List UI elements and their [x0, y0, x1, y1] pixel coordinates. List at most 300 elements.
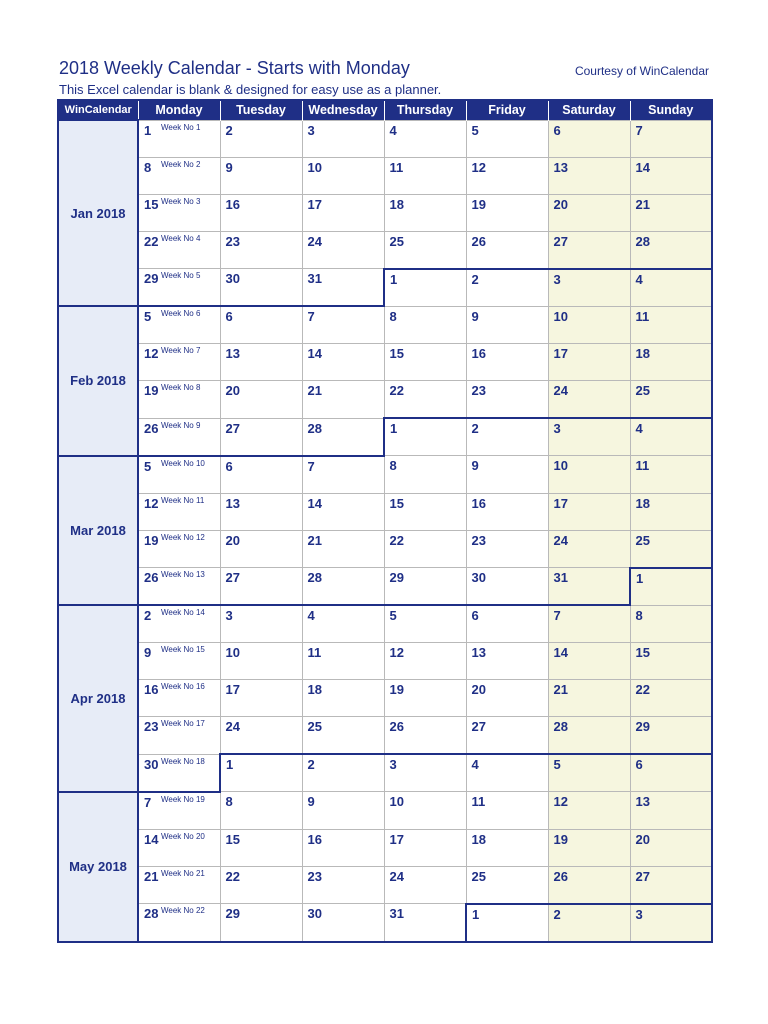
- day-number: 2: [144, 608, 152, 623]
- day-number: 22: [389, 383, 404, 398]
- day-cell[interactable]: [548, 680, 630, 717]
- day-cell-monday[interactable]: [138, 120, 220, 157]
- page-title: 2018 Weekly Calendar - Starts with Monday: [59, 58, 410, 78]
- day-cell[interactable]: [220, 157, 302, 194]
- day-number: 8: [144, 159, 152, 175]
- day-number: 18: [307, 682, 322, 697]
- day-cell[interactable]: [220, 194, 302, 231]
- week-number-label: Week No 18: [161, 756, 205, 766]
- day-number: 19: [553, 831, 568, 847]
- day-number: 14: [553, 645, 568, 660]
- day-cell[interactable]: [302, 418, 384, 456]
- day-cell[interactable]: [302, 231, 384, 269]
- week-number-label: Week No 7: [161, 346, 201, 355]
- day-cell[interactable]: [630, 493, 712, 530]
- day-cell[interactable]: [384, 493, 466, 530]
- day-number: 13: [553, 159, 568, 175]
- day-cell[interactable]: [548, 344, 630, 381]
- day-number: 1: [390, 271, 398, 287]
- day-cell[interactable]: [466, 829, 548, 866]
- day-cell[interactable]: [466, 381, 548, 419]
- day-cell[interactable]: [466, 680, 548, 717]
- day-cell-monday[interactable]: [138, 754, 220, 792]
- day-number: 4: [471, 757, 479, 772]
- day-cell[interactable]: [466, 306, 548, 344]
- day-cell[interactable]: [630, 418, 712, 456]
- day-number: 12: [553, 794, 568, 809]
- day-cell-monday[interactable]: [138, 829, 220, 866]
- day-number: 26: [389, 719, 404, 734]
- day-number: 14: [144, 831, 159, 847]
- day-cell[interactable]: [384, 530, 466, 568]
- day-number: 1: [144, 122, 152, 138]
- day-cell[interactable]: [384, 456, 466, 494]
- day-cell-monday[interactable]: [138, 792, 220, 830]
- day-cell[interactable]: [302, 643, 384, 680]
- month-label: Feb 2018: [58, 306, 138, 456]
- day-cell[interactable]: [384, 231, 466, 269]
- day-number: 11: [307, 645, 322, 660]
- day-cell[interactable]: [384, 717, 466, 755]
- day-number: 5: [471, 122, 479, 138]
- day-cell[interactable]: [630, 231, 712, 269]
- day-cell[interactable]: [548, 306, 630, 344]
- day-cell[interactable]: [302, 904, 384, 942]
- day-cell[interactable]: [384, 269, 466, 307]
- day-cell[interactable]: [548, 418, 630, 456]
- day-cell-monday[interactable]: [138, 568, 220, 606]
- day-number: 27: [553, 233, 568, 249]
- day-number: 21: [307, 532, 322, 548]
- day-cell[interactable]: [220, 120, 302, 157]
- day-cell[interactable]: [548, 381, 630, 419]
- day-cell[interactable]: [302, 120, 384, 157]
- day-cell[interactable]: [220, 456, 302, 494]
- day-number: 1: [226, 757, 234, 772]
- day-cell[interactable]: [466, 754, 548, 792]
- day-number: 23: [144, 719, 159, 734]
- day-cell[interactable]: [466, 157, 548, 194]
- week-row: [58, 829, 712, 866]
- day-number: 14: [307, 346, 322, 361]
- day-cell-monday[interactable]: [138, 269, 220, 307]
- day-number: 10: [225, 645, 240, 660]
- day-cell-monday[interactable]: [138, 456, 220, 494]
- week-number-label: Week No 19: [161, 794, 205, 804]
- header-tuesday: Tuesday: [220, 100, 302, 120]
- day-cell[interactable]: [302, 344, 384, 381]
- day-cell-monday[interactable]: [138, 194, 220, 231]
- day-cell[interactable]: [302, 530, 384, 568]
- day-number: 16: [471, 495, 486, 511]
- week-number-label: Week No 1: [161, 122, 201, 132]
- day-number: 3: [553, 271, 561, 287]
- day-number: 3: [553, 421, 561, 436]
- week-row: [58, 680, 712, 717]
- day-number: 28: [144, 906, 159, 921]
- day-number: 21: [553, 682, 568, 697]
- week-row: [58, 381, 712, 419]
- day-number: 25: [471, 868, 486, 884]
- day-number: 10: [389, 794, 404, 809]
- day-cell-monday[interactable]: [138, 381, 220, 419]
- week-number-label: Week No 17: [161, 719, 205, 728]
- day-number: 30: [144, 756, 159, 772]
- day-cell[interactable]: [220, 866, 302, 904]
- day-cell[interactable]: [630, 605, 712, 643]
- day-cell[interactable]: [384, 866, 466, 904]
- week-row: [58, 344, 712, 381]
- day-cell-monday[interactable]: [138, 306, 220, 344]
- day-cell[interactable]: [384, 194, 466, 231]
- day-cell[interactable]: [302, 792, 384, 830]
- day-number: 6: [471, 608, 479, 623]
- header-monday: Monday: [138, 100, 220, 120]
- day-cell[interactable]: [302, 605, 384, 643]
- day-cell[interactable]: [466, 530, 548, 568]
- day-cell[interactable]: [548, 605, 630, 643]
- day-number: 16: [471, 346, 486, 361]
- day-cell[interactable]: [302, 717, 384, 755]
- day-cell-monday[interactable]: [138, 344, 220, 381]
- day-cell[interactable]: [630, 456, 712, 494]
- week-row: [58, 456, 712, 494]
- day-cell[interactable]: [548, 493, 630, 530]
- day-cell[interactable]: [220, 493, 302, 530]
- day-cell[interactable]: [630, 530, 712, 568]
- day-number: 3: [389, 757, 397, 772]
- day-cell[interactable]: [466, 717, 548, 755]
- day-cell[interactable]: [630, 754, 712, 792]
- day-number: 26: [553, 868, 568, 884]
- week-row: [58, 157, 712, 194]
- header-wednesday: Wednesday: [302, 100, 384, 120]
- day-number: 14: [635, 159, 650, 175]
- day-number: 14: [307, 495, 322, 511]
- day-number: 2: [307, 757, 315, 772]
- day-number: 15: [225, 831, 240, 847]
- day-cell[interactable]: [466, 866, 548, 904]
- day-number: 6: [225, 458, 233, 474]
- day-number: 20: [635, 831, 650, 847]
- courtesy-link[interactable]: Courtesy of WinCalendar: [574, 64, 709, 78]
- week-number-label: Week No 22: [161, 906, 205, 915]
- day-cell[interactable]: [220, 306, 302, 344]
- day-number: 23: [225, 233, 240, 249]
- day-number: 13: [225, 495, 240, 511]
- day-cell[interactable]: [548, 568, 630, 606]
- day-cell[interactable]: [630, 381, 712, 419]
- day-cell[interactable]: [302, 157, 384, 194]
- day-cell[interactable]: [630, 717, 712, 755]
- day-cell[interactable]: [302, 456, 384, 494]
- week-number-label: Week No 6: [161, 309, 201, 318]
- day-cell[interactable]: [630, 194, 712, 231]
- day-cell[interactable]: [548, 754, 630, 792]
- day-cell[interactable]: [384, 904, 466, 942]
- day-cell[interactable]: [630, 269, 712, 307]
- day-cell[interactable]: [220, 605, 302, 643]
- day-number: 4: [635, 421, 643, 436]
- day-cell[interactable]: [548, 120, 630, 157]
- day-number: 7: [144, 794, 152, 810]
- day-cell[interactable]: [384, 605, 466, 643]
- day-number: 4: [389, 122, 397, 138]
- week-number-label: Week No 21: [161, 868, 205, 878]
- month-label: Jan 2018: [58, 120, 138, 306]
- day-cell[interactable]: [548, 530, 630, 568]
- week-number-label: Week No 8: [161, 383, 201, 392]
- week-number-label: Week No 16: [161, 682, 205, 691]
- day-number: 5: [389, 608, 397, 623]
- day-cell[interactable]: [548, 829, 630, 866]
- day-number: 7: [553, 608, 561, 623]
- day-number: 12: [144, 346, 159, 361]
- day-cell[interactable]: [384, 792, 466, 830]
- day-cell[interactable]: [384, 643, 466, 680]
- day-cell[interactable]: [630, 306, 712, 344]
- day-number: 21: [144, 868, 159, 884]
- day-cell[interactable]: [302, 493, 384, 530]
- day-cell-monday[interactable]: [138, 866, 220, 904]
- day-cell[interactable]: [630, 157, 712, 194]
- day-cell[interactable]: [548, 792, 630, 830]
- header-wincalendar: WinCalendar: [58, 100, 138, 120]
- day-number: 12: [389, 645, 404, 660]
- day-number: 9: [307, 794, 315, 809]
- week-row: [58, 717, 712, 755]
- day-cell[interactable]: [220, 530, 302, 568]
- day-number: 5: [144, 458, 152, 474]
- day-cell[interactable]: [466, 120, 548, 157]
- day-cell[interactable]: [302, 829, 384, 866]
- day-number: 11: [635, 308, 650, 324]
- day-cell[interactable]: [220, 269, 302, 307]
- day-cell-monday[interactable]: [138, 717, 220, 755]
- day-cell[interactable]: [466, 605, 548, 643]
- day-cell[interactable]: [384, 680, 466, 717]
- day-cell[interactable]: [384, 829, 466, 866]
- day-number: 24: [307, 233, 322, 249]
- week-row: [58, 568, 712, 606]
- week-number-label: Week No 10: [161, 458, 205, 468]
- day-cell-monday[interactable]: [138, 493, 220, 530]
- day-cell[interactable]: [302, 754, 384, 792]
- month-label: Apr 2018: [58, 605, 138, 792]
- day-number: 16: [144, 682, 159, 697]
- day-number: 28: [553, 719, 568, 734]
- day-cell[interactable]: [466, 904, 548, 942]
- day-cell[interactable]: [548, 866, 630, 904]
- day-number: 22: [635, 682, 650, 697]
- day-cell[interactable]: [384, 344, 466, 381]
- week-number-label: Week No 3: [161, 196, 201, 206]
- day-number: 26: [144, 570, 159, 585]
- day-number: 13: [225, 346, 240, 361]
- day-cell[interactable]: [302, 381, 384, 419]
- day-cell-monday[interactable]: [138, 643, 220, 680]
- day-cell[interactable]: [548, 194, 630, 231]
- day-number: 31: [307, 271, 322, 286]
- day-cell[interactable]: [384, 381, 466, 419]
- day-number: 5: [144, 309, 152, 324]
- day-cell[interactable]: [630, 792, 712, 830]
- day-number: 17: [225, 682, 240, 697]
- day-cell[interactable]: [630, 568, 712, 606]
- weekly-calendar-table: [57, 99, 713, 943]
- header-sunday: Sunday: [630, 100, 712, 120]
- day-cell[interactable]: [384, 418, 466, 456]
- day-number: 15: [635, 645, 650, 660]
- day-number: 26: [471, 233, 486, 249]
- day-cell[interactable]: [548, 643, 630, 680]
- day-cell[interactable]: [630, 904, 712, 942]
- day-cell[interactable]: [466, 568, 548, 606]
- day-number: 20: [553, 196, 568, 212]
- day-cell[interactable]: [384, 120, 466, 157]
- day-cell[interactable]: [630, 829, 712, 866]
- day-number: 4: [635, 271, 643, 287]
- day-cell[interactable]: [220, 568, 302, 606]
- day-number: 17: [553, 346, 568, 361]
- day-number: 31: [553, 570, 568, 585]
- calendar-header-row: [58, 100, 712, 120]
- day-number: 22: [389, 532, 404, 548]
- day-number: 9: [471, 308, 479, 324]
- day-cell[interactable]: [302, 866, 384, 904]
- day-number: 21: [635, 196, 650, 212]
- day-cell[interactable]: [466, 792, 548, 830]
- day-number: 27: [225, 420, 240, 436]
- day-number: 10: [553, 458, 568, 473]
- week-number-label: Week No 11: [161, 495, 205, 505]
- day-number: 6: [553, 122, 561, 138]
- day-cell[interactable]: [384, 157, 466, 194]
- week-number-label: Week No 12: [161, 532, 205, 542]
- day-cell[interactable]: [466, 231, 548, 269]
- day-number: 1: [472, 906, 480, 922]
- day-cell[interactable]: [548, 717, 630, 755]
- day-cell[interactable]: [630, 643, 712, 680]
- day-number: 7: [635, 122, 643, 138]
- day-cell-monday[interactable]: [138, 904, 220, 942]
- day-cell[interactable]: [548, 269, 630, 307]
- day-cell[interactable]: [220, 344, 302, 381]
- page-subtitle: This Excel calendar is blank & designed for easy use as a planner.: [59, 82, 442, 97]
- day-cell[interactable]: [220, 792, 302, 830]
- day-number: 25: [307, 719, 322, 734]
- day-number: 19: [389, 682, 404, 697]
- day-cell[interactable]: [220, 418, 302, 456]
- week-row: [58, 643, 712, 680]
- day-number: 24: [389, 868, 404, 884]
- day-number: 20: [225, 532, 240, 548]
- day-cell[interactable]: [466, 344, 548, 381]
- week-row: [58, 866, 712, 904]
- day-number: 24: [553, 532, 568, 548]
- day-number: 27: [471, 719, 486, 734]
- day-cell[interactable]: [466, 269, 548, 307]
- day-cell[interactable]: [466, 493, 548, 530]
- day-cell[interactable]: [466, 643, 548, 680]
- day-cell[interactable]: [220, 381, 302, 419]
- day-cell-monday[interactable]: [138, 530, 220, 568]
- week-number-label: Week No 9: [161, 420, 201, 430]
- day-number: 1: [636, 570, 644, 586]
- day-cell[interactable]: [548, 456, 630, 494]
- day-cell[interactable]: [220, 829, 302, 866]
- day-cell[interactable]: [466, 456, 548, 494]
- day-number: 23: [471, 532, 486, 548]
- day-number: 31: [389, 906, 404, 921]
- day-number: 18: [635, 495, 650, 511]
- day-cell[interactable]: [384, 306, 466, 344]
- day-cell-monday[interactable]: [138, 605, 220, 643]
- day-cell-monday[interactable]: [138, 157, 220, 194]
- day-cell-monday[interactable]: [138, 680, 220, 717]
- day-cell[interactable]: [220, 904, 302, 942]
- day-cell[interactable]: [302, 568, 384, 606]
- day-cell[interactable]: [302, 269, 384, 307]
- day-cell-monday[interactable]: [138, 231, 220, 269]
- week-row: [58, 120, 712, 157]
- day-cell[interactable]: [220, 680, 302, 717]
- day-cell[interactable]: [548, 157, 630, 194]
- header-friday: Friday: [466, 100, 548, 120]
- day-number: 27: [225, 570, 240, 585]
- week-row: [58, 904, 712, 942]
- day-cell[interactable]: [548, 904, 630, 942]
- day-number: 23: [307, 868, 322, 884]
- day-cell[interactable]: [220, 643, 302, 680]
- day-number: 4: [307, 608, 315, 623]
- day-number: 2: [471, 421, 479, 436]
- day-cell[interactable]: [384, 568, 466, 606]
- day-number: 26: [144, 420, 159, 436]
- day-number: 10: [553, 308, 568, 324]
- day-number: 28: [307, 570, 322, 585]
- day-cell[interactable]: [302, 680, 384, 717]
- day-cell[interactable]: [384, 754, 466, 792]
- day-number: 17: [389, 831, 404, 847]
- day-cell[interactable]: [466, 194, 548, 231]
- day-number: 23: [471, 383, 486, 398]
- day-number: 18: [635, 346, 650, 361]
- day-number: 11: [635, 458, 650, 473]
- day-cell[interactable]: [302, 306, 384, 344]
- day-cell[interactable]: [220, 231, 302, 269]
- day-cell[interactable]: [548, 231, 630, 269]
- day-number: 3: [635, 906, 643, 922]
- day-cell[interactable]: [466, 418, 548, 456]
- day-cell[interactable]: [630, 344, 712, 381]
- day-cell[interactable]: [302, 194, 384, 231]
- day-number: 24: [553, 383, 568, 398]
- day-cell[interactable]: [220, 717, 302, 755]
- day-cell[interactable]: [630, 866, 712, 904]
- day-cell-monday[interactable]: [138, 418, 220, 456]
- week-number-label: Week No 4: [161, 233, 201, 243]
- day-number: 6: [225, 309, 233, 324]
- week-row: [58, 754, 712, 792]
- day-cell[interactable]: [630, 680, 712, 717]
- week-row: [58, 792, 712, 830]
- day-cell[interactable]: [630, 120, 712, 157]
- day-number: 18: [471, 831, 486, 847]
- day-number: 22: [144, 233, 159, 249]
- day-cell[interactable]: [220, 754, 302, 792]
- day-number: 3: [307, 122, 315, 138]
